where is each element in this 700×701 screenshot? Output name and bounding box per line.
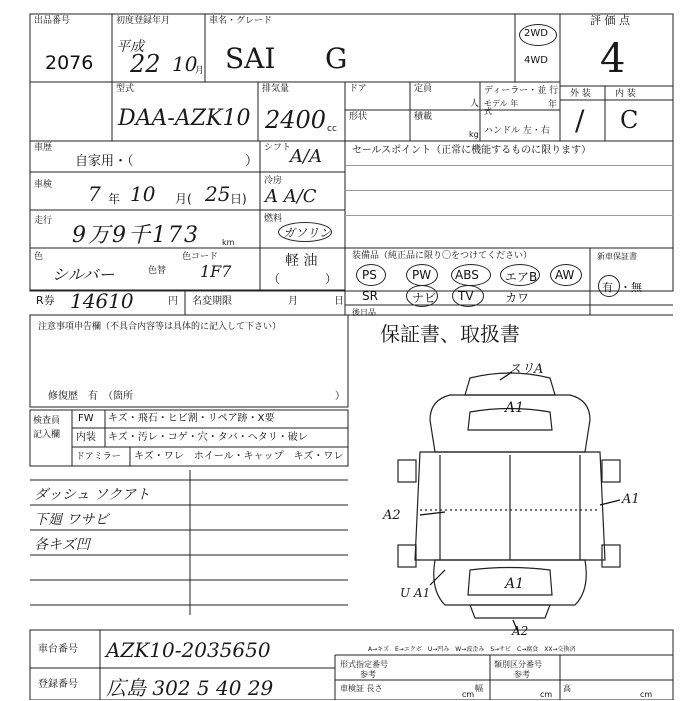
color-label: 色 — [34, 252, 44, 262]
capacity-label: 定員 — [414, 84, 433, 94]
capacity-unit: 人 — [470, 99, 480, 109]
handle-label: ハンドル 左・右 — [484, 126, 550, 136]
displacement-label: 排気量 — [262, 84, 290, 94]
insp-month: 10 — [130, 182, 156, 206]
model-label: 型式 — [116, 84, 135, 94]
recycle-value: 14610 — [70, 289, 134, 313]
interior-score: C — [620, 106, 639, 134]
inspector-interior: 内装 — [76, 432, 96, 443]
door-label: ドア — [349, 84, 367, 94]
load-unit: kg — [469, 130, 479, 139]
color-change-label: 色替 — [148, 266, 167, 276]
first-reg-label: 初度登録年月 — [116, 16, 171, 26]
equip-pw: PW — [412, 268, 432, 282]
score-label: 評 価 点 — [590, 14, 630, 27]
insp-day-unit: 日) — [230, 192, 247, 206]
recycle-unit: 円 — [168, 296, 178, 307]
height-label: 高 — [563, 684, 571, 693]
usage-label: 車歴 — [34, 143, 53, 153]
notes-label: 注意事項申告欄（不具合内容等は具体的に記入して下さい） — [38, 322, 282, 332]
score: 4 — [600, 36, 626, 82]
ac: A A/C — [265, 186, 317, 207]
interior-label: 内 装 — [615, 89, 636, 99]
mileage-label: 走行 — [34, 216, 53, 226]
usage-close: ） — [245, 154, 259, 169]
sales-line — [345, 190, 673, 191]
mark-rear: A2 — [512, 624, 529, 638]
reg-year: 22 — [130, 50, 161, 78]
era: 平成 — [116, 39, 144, 55]
color-code-label: 色コード — [182, 252, 219, 262]
inspector-fw: FW — [78, 413, 94, 424]
chassis-label: 車台番号 — [38, 644, 78, 655]
inspection-label: 車検 — [34, 180, 53, 190]
expiry-day: 日 — [334, 296, 344, 307]
fuel-alt: 軽 油 — [285, 253, 318, 269]
sales-line — [345, 165, 673, 166]
lot-no: 2076 — [45, 52, 94, 74]
inspector-label-2: 記入欄 — [33, 430, 61, 440]
width-unit: cm — [540, 690, 553, 699]
color-value: シルバー — [52, 265, 115, 284]
equip-navi: ナビ — [412, 291, 437, 305]
equip-leather: カワ — [505, 291, 530, 305]
expiry-label: 名変期限 — [192, 296, 232, 307]
color-code: 1F7 — [200, 262, 232, 281]
reg-month: 10 — [172, 52, 198, 76]
equip-ps: PS — [362, 268, 377, 282]
paren-close: ） — [325, 272, 338, 286]
legend: A→キズ E→エクボ U→凹み W→波歪み S→サビ C→腐食 XX→交換済 — [368, 646, 576, 653]
shift-label: シフト — [264, 143, 292, 153]
height-unit: cm — [640, 690, 653, 699]
equipment-label: 装備品（純正品に限り〇をつけてください） — [352, 251, 533, 261]
mileage-value: 9万9千173 — [72, 223, 200, 248]
chassis-value: AZK10-2035650 — [106, 638, 271, 662]
equip-circle — [452, 285, 484, 307]
displacement-unit: cc — [327, 124, 337, 134]
equip-airbag: エアB — [505, 270, 538, 284]
drive-2wd: 2WD — [524, 28, 548, 39]
dealer-label: ディーラー・並 行 — [484, 86, 559, 96]
load-label: 積載 — [414, 112, 433, 122]
inspector-label-1: 検査員 — [33, 416, 61, 426]
width-label: 幅 — [475, 684, 483, 693]
extras-label: 後日品 — [352, 308, 376, 317]
insp-year: 7 — [88, 182, 101, 206]
expiry-month: 月 — [288, 296, 298, 307]
inspector-mirror: ドアミラー — [76, 452, 121, 462]
mark-left: A2 — [383, 508, 401, 523]
class-label: 類別区分番号 — [494, 660, 542, 669]
repair-label: 修復歴 有 （箇所 — [48, 391, 133, 402]
paren-open: （ — [268, 272, 281, 286]
name-grade-label: 車名・グレード — [209, 16, 273, 26]
usage-value: 自家用・（ — [75, 154, 134, 169]
warranty-label: 新車保証書 — [597, 252, 637, 261]
extras-value: 保証書、取扱書 — [380, 322, 520, 346]
equip-circle — [451, 264, 491, 286]
fuel: ガソリン — [283, 226, 332, 240]
equip-sr: SR — [362, 289, 378, 303]
equip-circle — [356, 264, 386, 286]
sales-label: セールスポイント（正常に機能するものに限ります） — [352, 145, 592, 156]
equip-abs: ABS — [455, 268, 479, 282]
exterior-label: 外 装 — [570, 89, 591, 99]
equip-circle — [500, 264, 540, 286]
sales-line — [345, 215, 673, 216]
fuel-label: 燃料 — [264, 214, 283, 224]
registration-value: 広島 302 5 40 29 — [106, 676, 274, 700]
mark-hood: A1 — [505, 400, 525, 416]
shift: A/A — [290, 146, 323, 167]
equip-aw: AW — [555, 268, 575, 282]
warranty-yes: 有 — [602, 281, 613, 294]
inspector-mirror-text: キズ・ワレ ホイール・キャップ キズ・ワレ — [134, 451, 344, 462]
car-name: SAI — [225, 42, 276, 75]
shape-label: 形状 — [349, 112, 368, 122]
cert-label: 形式指定番号 — [340, 660, 388, 669]
mark-rear-left: U A1 — [400, 586, 431, 600]
inspector-interior-text: キズ・汚レ・コゲ・穴・タバ・ヘタリ・破レ — [108, 432, 308, 443]
month-unit: 月 — [195, 66, 205, 76]
remark-1: ダッシュ ソクアト — [34, 487, 151, 503]
equip-circle — [550, 264, 582, 286]
equip-tv: TV — [458, 289, 474, 303]
repair-close: ） — [335, 391, 345, 402]
length-unit: cm — [462, 690, 475, 699]
model-year-label: モデル 年式 — [484, 99, 519, 116]
grade: G — [325, 42, 348, 75]
lot-no-label: 出品番号 — [34, 16, 71, 26]
equip-circle — [406, 285, 438, 307]
remark-2: 下廻 ワサビ — [34, 512, 109, 528]
mark-trunk: A1 — [505, 576, 525, 592]
drive-4wd: 4WD — [524, 55, 548, 66]
cert-ref: 参考 — [360, 670, 376, 679]
year-unit: 年 — [548, 100, 558, 110]
insp-year-unit: 年 — [108, 192, 121, 206]
class-ref: 参考 — [514, 670, 530, 679]
recycle-label: R券 — [36, 294, 55, 307]
warranty-no: ・無 — [620, 281, 642, 294]
mark-right: A1 — [622, 492, 640, 507]
ac-label: 冷房 — [264, 176, 283, 186]
registration-label: 登録番号 — [38, 679, 78, 690]
insp-month-unit: 月( — [175, 192, 192, 206]
length-label: 車検証 長さ — [340, 684, 383, 693]
model: DAA-AZK10 — [118, 106, 251, 131]
displacement: 2400 — [265, 106, 327, 134]
mileage-unit: km — [222, 238, 235, 247]
mark-roof: スリA — [508, 362, 544, 377]
exterior-score: / — [575, 104, 585, 137]
inspector-fw-text: キズ・飛石・ヒビ割・リペア跡・X要 — [108, 413, 275, 424]
equip-circle — [406, 264, 438, 286]
remark-3: 各キズ凹 — [34, 537, 90, 553]
insp-day: 25 — [205, 182, 231, 206]
